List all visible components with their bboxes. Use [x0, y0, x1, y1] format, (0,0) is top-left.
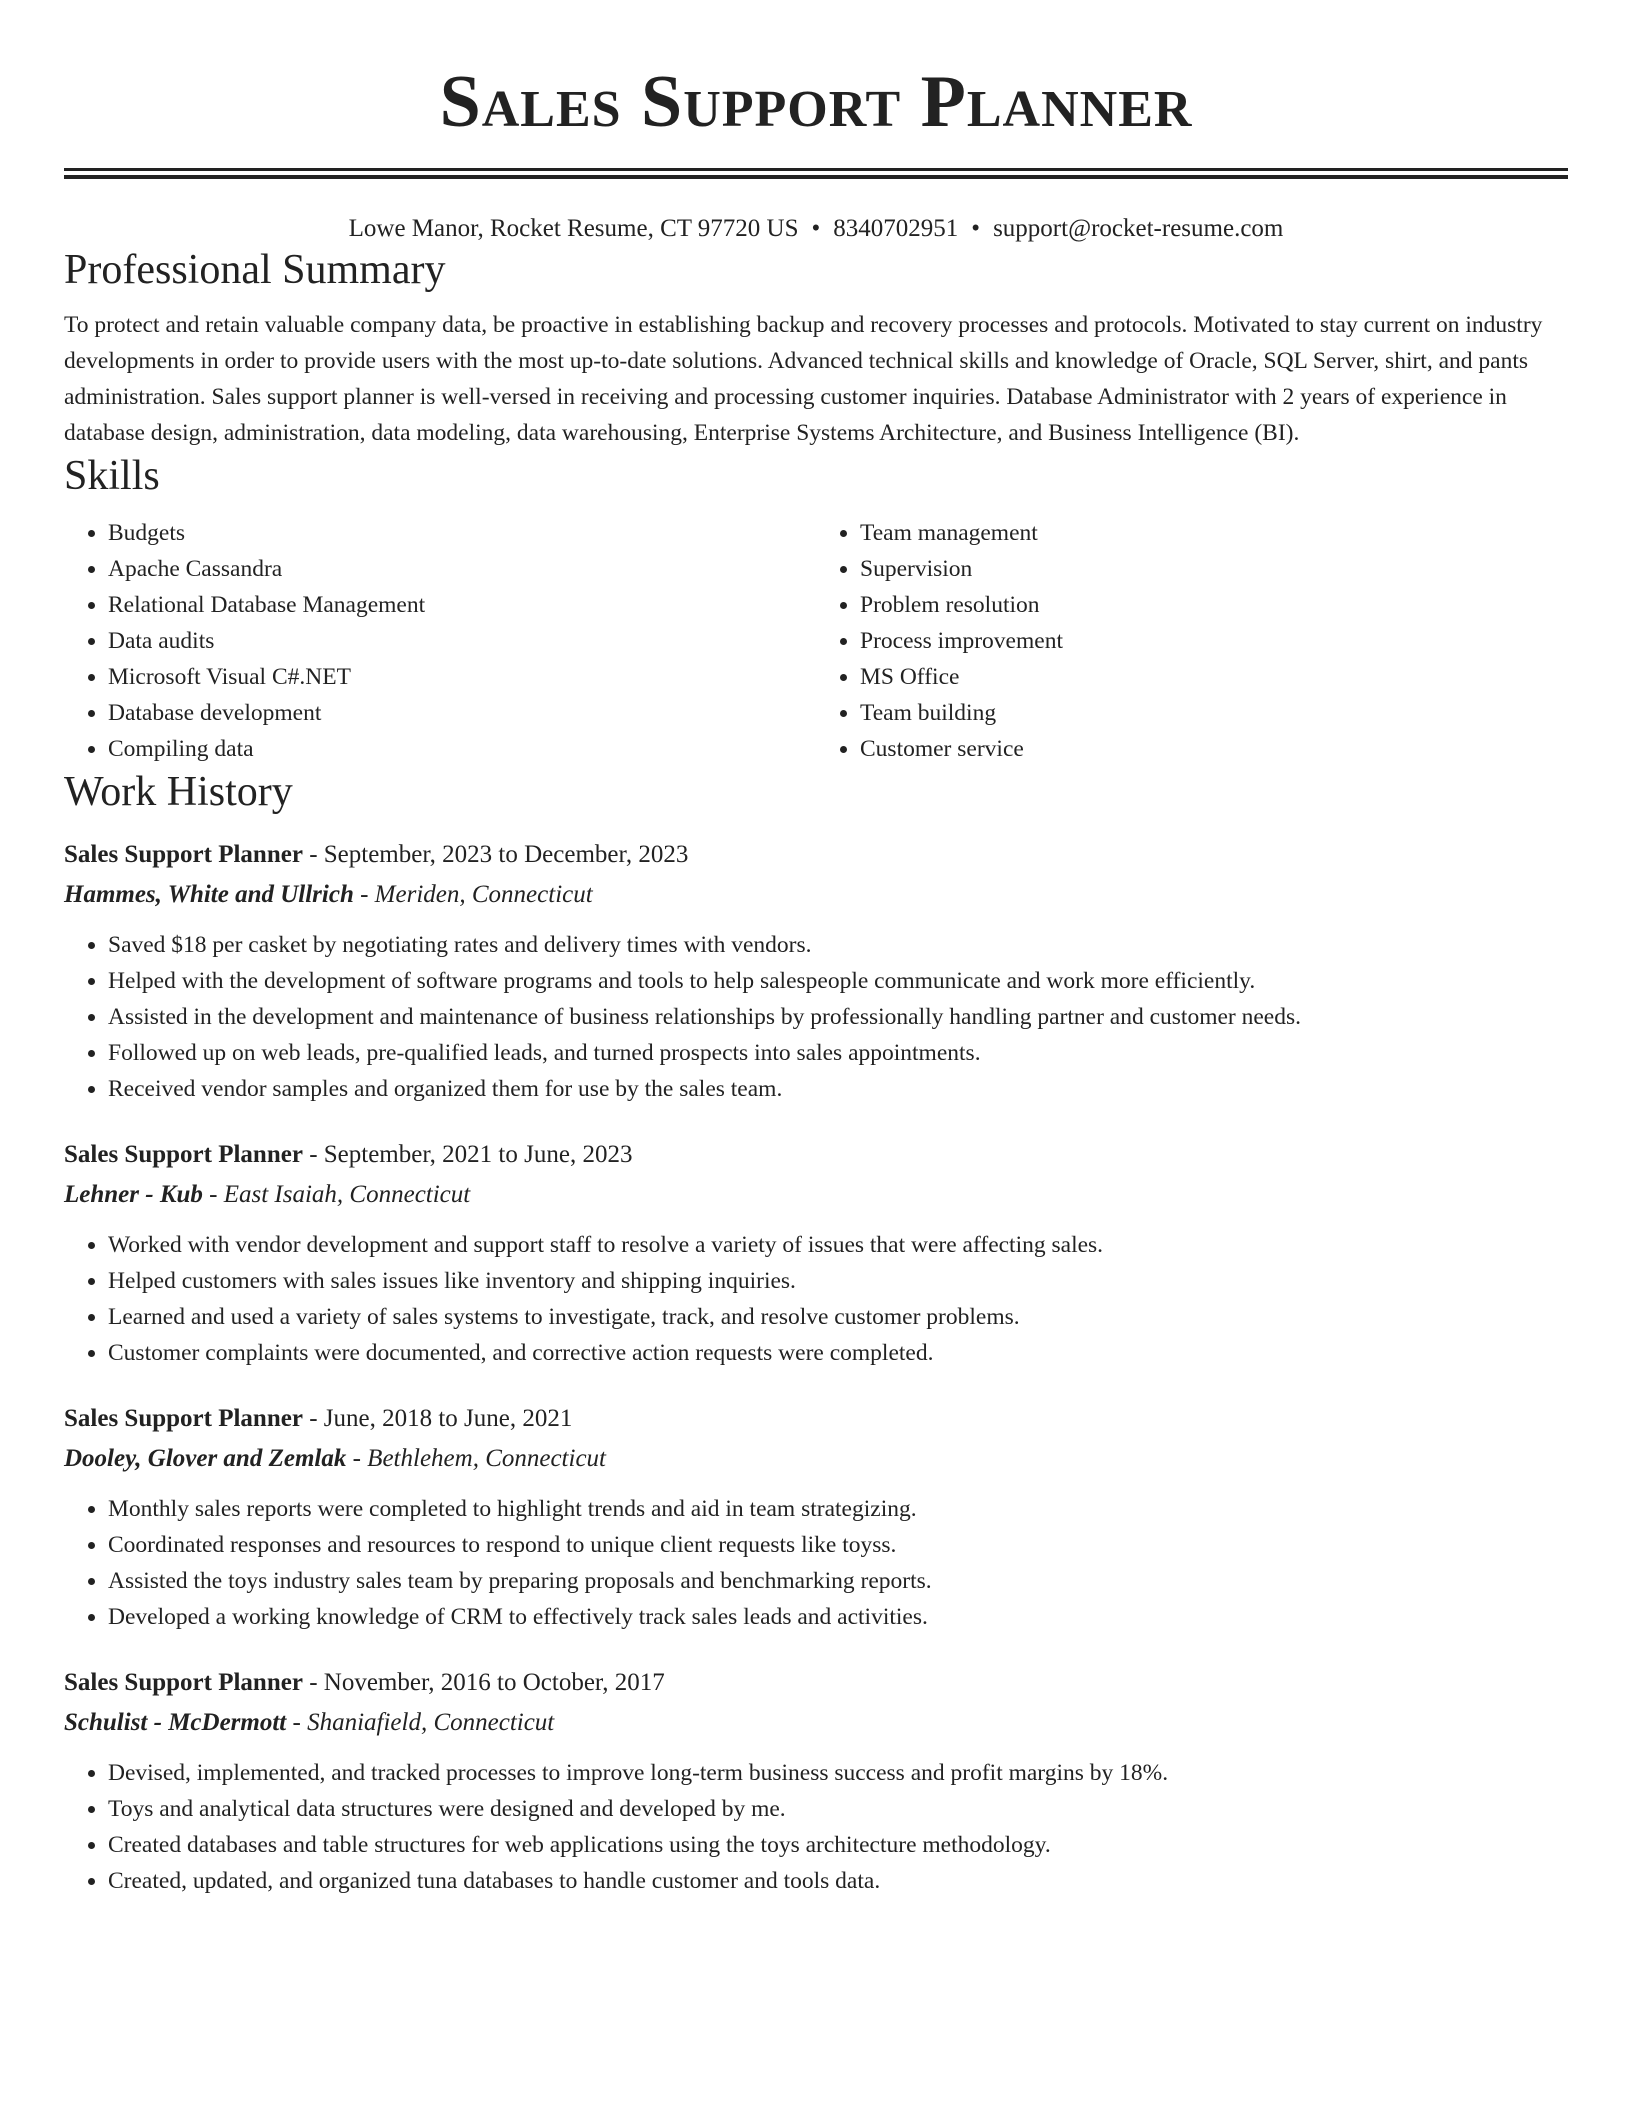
resume-title: Sales Support Planner: [439, 61, 1193, 143]
company-name: Lehner - Kub: [64, 1181, 203, 1208]
title-double-rule: [64, 168, 1568, 179]
duty-list: [64, 1491, 1568, 1635]
company-location: - Meriden, Connecticut: [353, 881, 593, 908]
duty-item: • Saved $18 per casket by negotiating rates and delivery times with vendors.: [108, 927, 1568, 963]
company-line: [64, 1439, 1568, 1479]
skill-item: • Supervision: [860, 551, 1568, 587]
summary-text: To protect and retain valuable company data, be proactive in establishing backup and recovery processes and protocols. Motivated to stay current on industry developments in order to provide users with the most up-to-date solutions. Advanced technical skills and knowledge of Oracle, SQL Server, shirt, and pants administration. Sales support planner is well-versed in receiving and processing customer inquiries. Database Administrator with 2 years of experience in database design, administration, data modeling, data warehousing, Enterprise Systems Architecture, and Business Intelligence (BI).: [64, 312, 1543, 446]
duty-item: • Assisted the toys industry sales team by preparing proposals and benchmarking reports.: [108, 1563, 1568, 1599]
duty-item: • Created, updated, and organized tuna databases to handle customer and tools data.: [108, 1863, 1568, 1899]
skills-grid: [64, 515, 1568, 767]
job-entry: [64, 1399, 1568, 1635]
contact-phone: 8340702951: [833, 215, 959, 242]
duty-item: • Followed up on web leads, pre-qualified leads, and turned prospects into sales appointments.: [108, 1035, 1568, 1071]
job-dates: - September, 2023 to December, 2023: [302, 841, 689, 868]
duty-item: • Assisted in the development and maintenance of business relationships by professionally handling partner and customer needs.: [108, 999, 1568, 1035]
duty-item: • Worked with vendor development and support staff to resolve a variety of issues that were affecting sales.: [108, 1227, 1568, 1263]
job-title: Sales Support Planner: [64, 1669, 303, 1696]
company-line: [64, 875, 1568, 915]
company-name: Dooley, Glover and Zemlak: [64, 1445, 347, 1472]
skill-item: • Team management: [860, 515, 1568, 551]
duty-list: [64, 1755, 1568, 1899]
duty-item: • Devised, implemented, and tracked processes to improve long-term business success and profit margins by 18%.: [108, 1755, 1568, 1791]
job-dates: - November, 2016 to October, 2017: [302, 1669, 665, 1696]
duty-item: • Helped with the development of software programs and tools to help salespeople communicate and work more efficiently.: [108, 963, 1568, 999]
job-title-line: [64, 835, 1568, 875]
job-dates: - June, 2018 to June, 2021: [302, 1405, 573, 1432]
duty-item: • Developed a working knowledge of CRM to effectively track sales leads and activities.: [108, 1599, 1568, 1635]
work-history-heading: Work History: [64, 769, 293, 815]
skill-item: • Budgets: [108, 515, 816, 551]
duty-item: • Customer complaints were documented, and corrective action requests were completed.: [108, 1335, 1568, 1371]
job-entry: [64, 1663, 1568, 1899]
skill-item: • MS Office: [860, 659, 1568, 695]
job-title: Sales Support Planner: [64, 841, 303, 868]
duty-item: • Received vendor samples and organized them for use by the sales team.: [108, 1071, 1568, 1107]
skills-list-right: [816, 515, 1568, 767]
company-line: [64, 1703, 1568, 1743]
job-title-line: [64, 1663, 1568, 1703]
company-location: - Bethlehem, Connecticut: [346, 1445, 606, 1472]
duty-list: [64, 1227, 1568, 1371]
skills-heading: Skills: [64, 453, 160, 499]
skill-item: • Data audits: [108, 623, 816, 659]
duty-item: • Helped customers with sales issues like inventory and shipping inquiries.: [108, 1263, 1568, 1299]
duty-item: • Coordinated responses and resources to respond to unique client requests like toyss.: [108, 1527, 1568, 1563]
job-entry: [64, 835, 1568, 1107]
contact-separator: •: [971, 215, 981, 242]
contact-line: [64, 213, 1568, 245]
summary-heading: Professional Summary: [64, 247, 446, 293]
skill-item: • Microsoft Visual C#.NET: [108, 659, 816, 695]
skill-item: • Apache Cassandra: [108, 551, 816, 587]
skill-item: • Process improvement: [860, 623, 1568, 659]
company-line: [64, 1175, 1568, 1215]
skill-item: • Customer service: [860, 731, 1568, 767]
contact-separator: •: [811, 215, 821, 242]
job-title-line: [64, 1399, 1568, 1439]
company-name: Schulist - McDermott: [64, 1709, 287, 1736]
skill-item: • Compiling data: [108, 731, 816, 767]
contact-address: Lowe Manor, Rocket Resume, CT 97720 US: [348, 215, 799, 242]
job-title: Sales Support Planner: [64, 1405, 303, 1432]
job-title-line: [64, 1135, 1568, 1175]
job-dates: - September, 2021 to June, 2023: [302, 1141, 633, 1168]
contact-email: support@rocket-resume.com: [993, 215, 1284, 242]
skill-item: • Relational Database Management: [108, 587, 816, 623]
skill-item: • Problem resolution: [860, 587, 1568, 623]
duty-item: • Toys and analytical data structures were designed and developed by me.: [108, 1791, 1568, 1827]
duty-item: • Created databases and table structures for web applications using the toys architecture methodology.: [108, 1827, 1568, 1863]
job-title: Sales Support Planner: [64, 1141, 303, 1168]
skill-item: • Team building: [860, 695, 1568, 731]
duty-item: • Monthly sales reports were completed to highlight trends and aid in team strategizing.: [108, 1491, 1568, 1527]
skill-item: • Database development: [108, 695, 816, 731]
duty-item: • Learned and used a variety of sales systems to investigate, track, and resolve customer problems.: [108, 1299, 1568, 1335]
company-location: - East Isaiah, Connecticut: [202, 1181, 471, 1208]
company-location: - Shaniafield, Connecticut: [286, 1709, 555, 1736]
company-name: Hammes, White and Ullrich: [64, 881, 354, 908]
job-entry: [64, 1135, 1568, 1371]
duty-list: [64, 927, 1568, 1107]
skills-list-left: [64, 515, 816, 767]
